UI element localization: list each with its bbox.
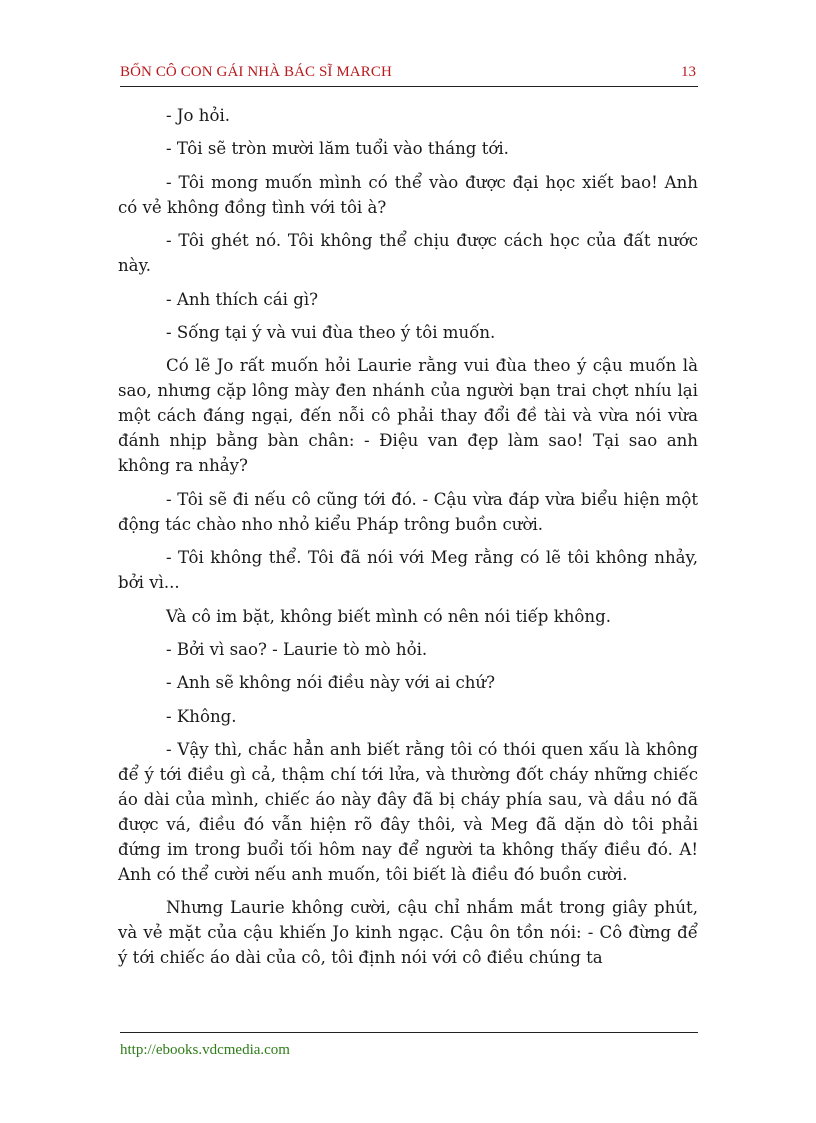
paragraph: - Tôi sẽ đi nếu cô cũng tới đó. - Cậu vừa đáp vừa biểu hiện một động tác chào nho nhỏ kiểu Pháp trông buồn cười. xyxy=(118,489,698,534)
paragraph: Có lẽ Jo rất muốn hỏi Laurie rằng vui đùa theo ý cậu muốn là sao, nhưng cặp lông mày đen nhánh của người bạn trai chợt nhíu lại một cách đáng ngại, đến nỗi cô phải thay đổi đề tài và vừa nói vừa đánh nhịp bằng bàn chân: - Điệu van đẹp làm sao! Tại sao anh không ra nhảy? xyxy=(118,356,698,476)
paragraph: - Tôi sẽ tròn mười lăm tuổi vào tháng tới. xyxy=(166,139,509,159)
paragraph: - Bởi vì sao? - Laurie tò mò hỏi. xyxy=(166,639,428,659)
paragraph: - Anh thích cái gì? xyxy=(166,289,319,309)
paragraph: Nhưng Laurie không cười, cậu chỉ nhắm mắt trong giây phút, và vẻ mặt của cậu khiến Jo kinh ngạc. Cậu ôn tồn nói: - Cô đừng để ý tới chiếc áo dài của cô, tôi định nói với cô điều chúng ta xyxy=(118,898,698,968)
paragraph: - Anh sẽ không nói điều này với ai chứ? xyxy=(166,673,496,693)
paragraph: - Sống tại ý và vui đùa theo ý tôi muốn. xyxy=(166,322,496,342)
page-body xyxy=(118,103,698,979)
paragraph: Và cô im bặt, không biết mình có nên nói tiếp không. xyxy=(166,606,612,626)
footer-divider xyxy=(120,1032,698,1033)
page-number: 13 xyxy=(681,64,696,80)
book-title: BỐN CÔ CON GÁI NHÀ BÁC SĨ MARCH xyxy=(120,64,392,80)
footer-link[interactable]: http://ebooks.vdcmedia.com xyxy=(120,1042,290,1058)
paragraph: - Jo hỏi. xyxy=(166,106,231,125)
paragraph: - Không. xyxy=(166,706,237,726)
paragraph: - Tôi mong muốn mình có thể vào được đại học xiết bao! Anh có vẻ không đồng tình với tôi à? xyxy=(118,172,698,217)
paragraph: - Tôi không thể. Tôi đã nói với Meg rằng có lẽ tôi không nhảy, bởi vì... xyxy=(118,548,698,593)
paragraph: - Vậy thì, chắc hẳn anh biết rằng tôi có thói quen xấu là không để ý tới điều gì cả, thậm chí tới lửa, và thường đốt cháy những chiếc áo dài của mình, chiếc áo này đây đã bị cháy phía sau, và dầu nó đã được vá, điều đó vẫn hiện rõ đây thôi, và Meg đã dặn dò tôi phải đứng im trong buổi tối hôm nay để người ta không thấy điều đó. A! Anh có thể cười nếu anh muốn, tôi biết là điều đó buồn cười. xyxy=(118,740,698,885)
running-header xyxy=(120,62,698,87)
paragraph: - Tôi ghét nó. Tôi không thể chịu được cách học của đất nước này. xyxy=(118,231,698,276)
